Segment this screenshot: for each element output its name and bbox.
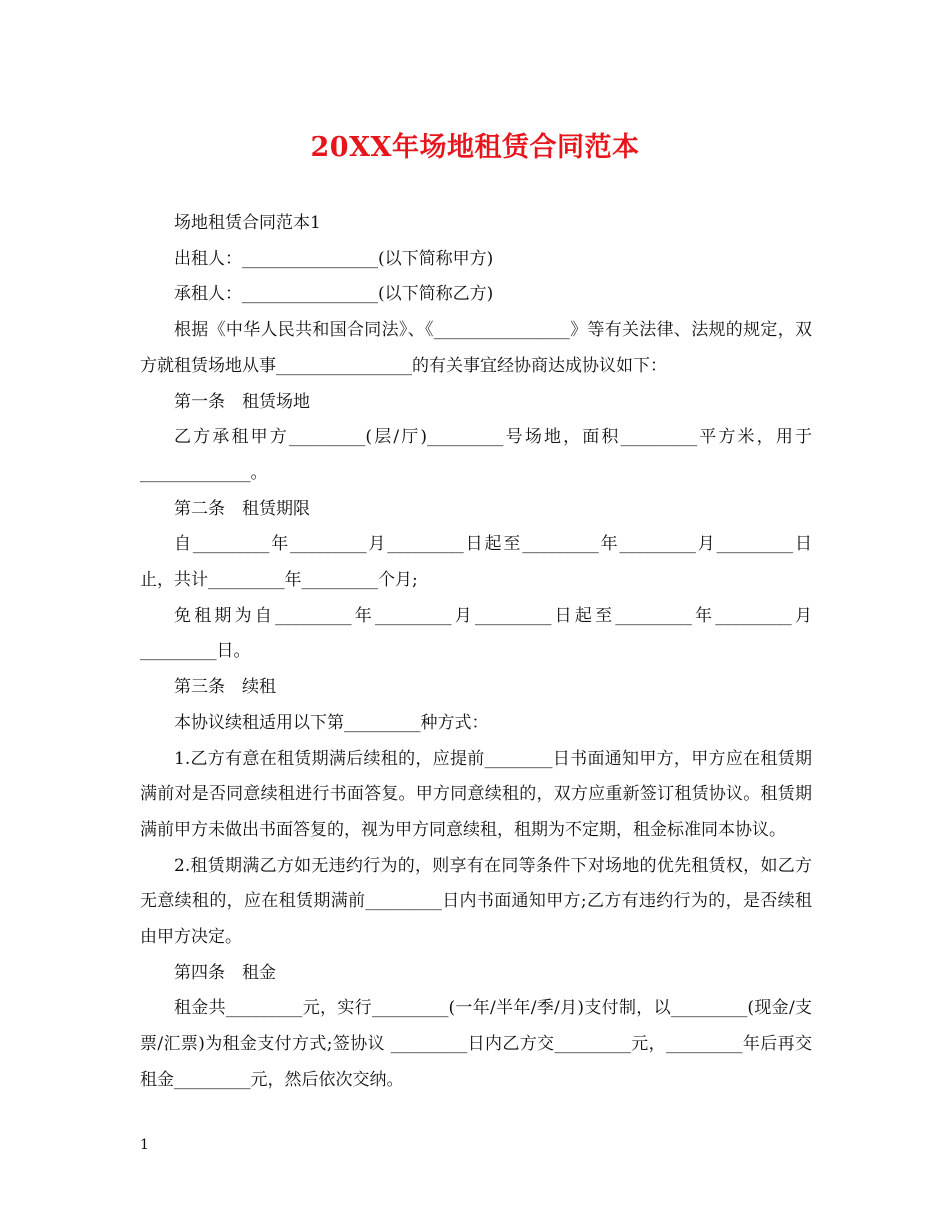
paragraph-heading-version: 场地租赁合同范本1 bbox=[174, 213, 321, 233]
paragraph-renewal-option-1: 1.乙方有意在租赁期满后续租的，应提前________日书面通知甲方，甲方应在租赁期满前对是否同意续租进行书面答复。甲方同意续租的，双方应重新签订租赁协议。租赁期满前甲方未做出书面答复的，视为甲方同意续租，租期为不定期，租金标准同本协议。 bbox=[140, 748, 812, 840]
paragraph-preamble: 根据《中华人民共和国合同法》、《________________》等有关法律、法规的规定，双方就租赁场地从事________________的有关事宜经协商达成协议如下： bbox=[140, 320, 812, 376]
document-body bbox=[140, 206, 812, 1099]
paragraph-lessee: 承租人：________________(以下简称乙方) bbox=[174, 284, 494, 305]
paragraph-renewal-option-2: 2.租赁期满乙方如无违约行为的，则享有在同等条件下对场地的优先租赁权，如乙方无意续租的，应在租赁期满前_________日内书面通知甲方;乙方有违约行为的，是否续租由甲方决定。 bbox=[140, 855, 812, 948]
paragraph-rent-free-period: 免租期为自_________年_________月_________日起至_________年_________月_________日。 bbox=[140, 605, 812, 662]
paragraph-article-1: 乙方承租甲方_________(层/厅)_________号场地，面积_________平方米，用于_____________。 bbox=[140, 427, 812, 483]
paragraph-renewal-intro: 本协议续租适用以下第_________种方式： bbox=[174, 712, 489, 733]
article-4-heading: 第四条 租金 bbox=[174, 962, 276, 983]
article-3-heading: 第三条 续租 bbox=[174, 677, 276, 698]
article-2-heading: 第二条 租赁期限 bbox=[174, 498, 310, 519]
paragraph-rent: 租金共_________元，实行_________(一年/半年/季/月)支付制，以_________(现金/支票/汇票)为租金支付方式;签协议 _________日内乙方交_________元，_________年后再交租金_________元，然后依次交纳。 bbox=[140, 998, 812, 1090]
page-number: 1 bbox=[140, 1137, 149, 1153]
article-1-heading: 第一条 租赁场地 bbox=[174, 391, 310, 412]
paragraph-lessor: 出租人：________________(以下简称甲方) bbox=[174, 248, 494, 269]
document-title: 20XX年场地租赁合同范本 bbox=[310, 132, 640, 163]
paragraph-lease-term: 自_________年_________月_________日起至_________年_________月_________日止，共计_________年_________个月; bbox=[140, 534, 812, 591]
